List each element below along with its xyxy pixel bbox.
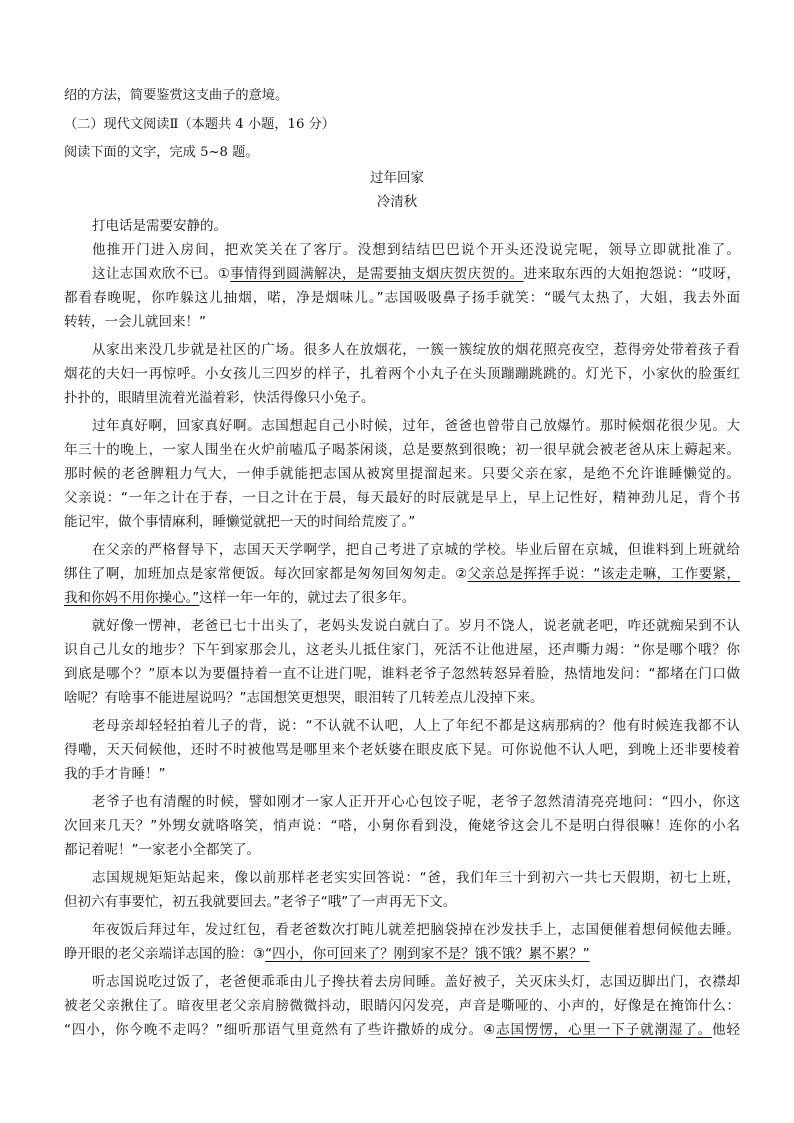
underlined-sentence: 我和你妈不用你操心。” [64, 590, 200, 606]
paragraph-line: 老爷子也有清醒的时候，譬如刚才一家人正开开心心包饺子呢，老爷子忽然清清亮亮地问：“四小，你这 [92, 794, 740, 810]
article-title: 过年回家 [370, 170, 424, 186]
paragraph-line [64, 1020, 740, 1040]
annotation-marker: ② [455, 566, 468, 582]
paragraph-line: 都记着呢！”一家老小全都笑了。 [64, 842, 260, 858]
annotation-marker: ③ [253, 946, 266, 962]
underlined-sentence: 父亲总是挥挥手说：“该走走嘛，工作要紧， [467, 566, 740, 582]
text-run: 睁开眼的老父亲端详志国的脸： [64, 946, 253, 962]
paragraph-line: 到底是哪个？”原本以为要僵持着一直不让进门呢，谁料老爷子忽然转怒异着脸，热情地发问：“都堵在门口做 [64, 666, 740, 682]
text-run: “四小，你今晚不走吗？”细听那语气里竟然有了些许撒娇的成分。 [64, 1022, 484, 1038]
paragraph-line: 但初六有事要忙，初五我就要回去。”老爷子“哦”了一声再无下文。 [64, 894, 457, 910]
underlined-sentence: 事情得到圆满解决，是需要抽支烟庆贺庆贺的。 [230, 266, 524, 282]
paragraph-line: 被老父亲揪住了。暗夜里老父亲肩膀微微抖动，眼睛闪闪发亮，声音是嘶哑的、小声的，好像是在掩饰什么： [64, 998, 740, 1014]
paragraph-line [64, 564, 740, 584]
paragraph-line: 在父亲的严格督导下，志国天天学啊学，把自己考进了京城的学校。毕业后留在京城，但谁料到上班就给 [92, 542, 740, 558]
paragraph-line: 老母亲却轻轻拍着儿子的背，说：“不认就不认吧，人上了年纪不都是这病那病的？他有时候连我都不认 [92, 718, 740, 734]
section-heading: （二）现代文阅读Ⅱ（本题共 4 小题，16 分） [64, 117, 335, 132]
paragraph-line: 就好像一愣神，老爸已七十出头了，老妈头发说白就白了。岁月不饶人，说老就老吧，咋还就痴呆到不认 [92, 618, 740, 634]
paragraph-line: 扑扑的，眼睛里流着光溢着彩，快活得像只小兔子。 [64, 390, 375, 406]
text-run: 进来取东西的大姐抱怨说：“哎呀， [523, 266, 740, 282]
text-run: 这样一年一年的，就过去了很多年。 [199, 590, 416, 606]
paragraph-line: 从家出来没几步就是社区的广场。很多人在放烟花，一簇一簇绽放的烟花照亮夜空，惹得旁处带着孩子看 [92, 342, 740, 358]
paragraph-line: 听志国说吃过饭了，老爸便乖乖由儿子搀扶着去房间睡。盖好被子，关灭床头灯，志国迈脚出门，衣襟却 [92, 974, 740, 990]
paragraph-line: 次回来几天？”外甥女就咯咯笑，悄声说：“嗒，小舅你看到没，俺姥爷这会儿不是明白得很嘛！连你的小名 [64, 818, 740, 834]
underlined-sentence: 志国愣愣，心里一下子就潮湿了。 [496, 1022, 713, 1038]
paragraph-line [64, 944, 740, 964]
text-run: 他轻 [712, 1022, 740, 1038]
paragraph-line: 他推开门进入房间，把欢笑关在了客厅。没想到结结巴巴说个开头还没说完呢，领导立即就批准了。 [92, 242, 740, 258]
question-continuation: 绍的方法，简要鉴赏这支曲子的意境。 [64, 88, 289, 103]
paragraph-line: 识自己儿女的地步？下午到家那会儿，这老头儿抵住家门，死活不让他进屋，还声嘶力竭：“你是哪个哦？你 [64, 642, 740, 658]
paragraph-line: 那时候的老爸脾粗力气大，一伸手就能把志国从被窝里提溜起来。只要父亲在家，是绝不允许谁睡懒觉的。 [64, 466, 740, 482]
paragraph-line: 打电话是需要安静的。 [92, 218, 227, 234]
paragraph-line: 转转，一会儿就回来！” [64, 314, 206, 330]
underlined-sentence: “四小，你可回来了？刚到家不是？饿不饿？累不累？” [265, 946, 590, 962]
paragraph-line: 得嘞，天天伺候他，还时不时被他骂是哪里来个老妖婆在眼皮底下晃。可你说他不认人吧，到晚上还非要棱着 [64, 742, 740, 758]
paragraph-line [64, 588, 740, 608]
paragraph-line: 年三十的晚上，一家人围坐在火炉前嗑瓜子喝茶闲谈，总是要熬到很晚；初一很早就会被老爸从床上薅起来。 [64, 442, 740, 458]
reading-instruction: 阅读下面的文字，完成 5~8 题。 [64, 145, 259, 160]
annotation-marker: ④ [483, 1022, 497, 1038]
paragraph-line: 父亲说：“一年之计在于春，一日之计在于晨，每天最好的时辰就是早上，早上记性好，精神劲儿足，背个书 [64, 490, 740, 506]
paragraph-line: 烟花的夫妇一再惊呼。小女孩儿三四岁的样子，扎着两个小丸子在头顶蹦蹦跳跳的。灯光下，小家伙的脸蛋红 [64, 366, 740, 382]
paragraph-line: 都看春晚呢，你咋躲这儿抽烟，喏，净是烟味儿。”志国吸吸鼻子扬手就笑：“暖气太热了，大姐，我去外面 [64, 290, 740, 306]
paragraph-line: 我的手才肯睡！” [64, 766, 166, 782]
paragraph-line: 年夜饭后拜过年，发过红包，看老爸数次打盹儿就差把脑袋掉在沙发扶手上，志国便催着想伺候他去睡。 [92, 922, 740, 938]
text-run: 这让志国欢欣不已。 [92, 266, 218, 282]
text-run: 绑住了啊，加班加点是家常便饭。每次回家都是匆匆回匆匆走。 [64, 566, 456, 582]
paragraph-line: 过年真好啊，回家真好啊。志国想起自己小时候，过年，爸爸也曾带自己放爆竹。那时候烟花很少见。大 [92, 418, 740, 434]
annotation-marker: ① [217, 266, 231, 282]
paragraph-line [64, 264, 740, 284]
paragraph-line: 啥呢？有啥事不能进屋说吗？”志国想笑更想哭，眼泪转了几转差点儿没掉下来。 [64, 690, 544, 706]
paragraph-line: 能记牢，做个事情麻利，睡懒觉就把一天的时间给荒废了。” [64, 514, 416, 530]
paragraph-line: 志国规规矩矩站起来，像以前那样老老实实回答说：“爸，我们年三十到初六一共七天假期，初七上班， [92, 870, 740, 886]
article-author: 冷清秋 [376, 194, 418, 210]
